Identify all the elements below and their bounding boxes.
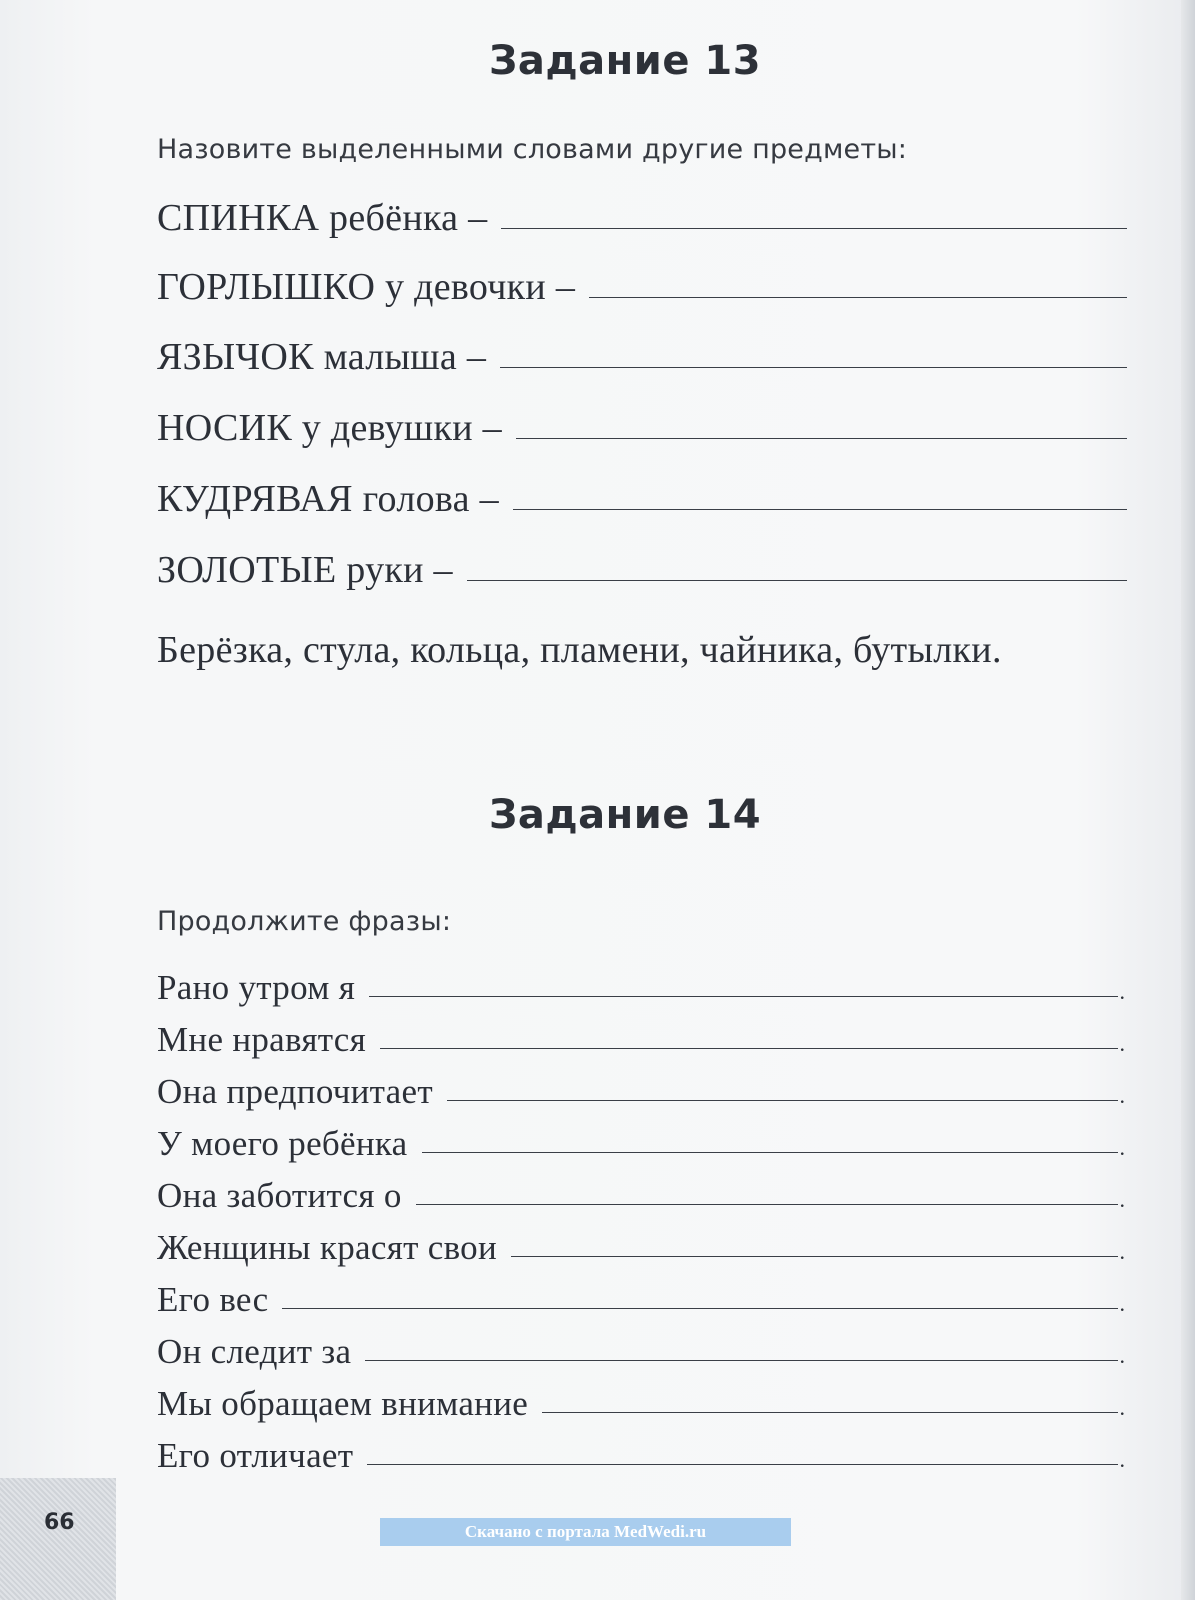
task-14-item-label: Она предпочитает	[157, 1072, 433, 1111]
task-13-item	[157, 406, 1127, 450]
task-14-item-label: Он следит за	[157, 1332, 352, 1371]
task-13-instruction: Назовите выделенными словами другие предметы:	[157, 134, 908, 165]
task-14-item	[157, 968, 1125, 1008]
end-period: .	[1119, 1083, 1125, 1108]
task-14-instruction: Продолжите фразы:	[157, 906, 452, 937]
task-14-item	[157, 1228, 1125, 1268]
answer-line[interactable]	[501, 227, 1127, 229]
task-13-item-label: СПИНКА ребёнка –	[157, 197, 488, 239]
answer-line[interactable]	[516, 437, 1127, 439]
task-13-item	[157, 548, 1127, 592]
answer-line[interactable]	[542, 1411, 1117, 1413]
end-period: .	[1119, 1343, 1125, 1368]
end-period: .	[1119, 1447, 1125, 1472]
task-14-item	[157, 1072, 1125, 1112]
task-14-item-label: Его отличает	[157, 1436, 354, 1475]
end-period: .	[1119, 1187, 1125, 1212]
task-14-title: Задание 14	[488, 792, 762, 838]
task-14-item	[157, 1020, 1125, 1060]
answer-line[interactable]	[422, 1151, 1118, 1153]
task-13-item	[157, 335, 1127, 379]
answer-line[interactable]	[365, 1359, 1117, 1361]
task-14-item	[157, 1436, 1125, 1476]
task-13-item-label: ГОРЛЫШКО у девочки –	[157, 266, 576, 308]
answer-line[interactable]	[282, 1307, 1117, 1309]
task-14-item-label: Она заботится о	[157, 1176, 402, 1215]
answer-line[interactable]	[416, 1203, 1118, 1205]
task-13-item	[157, 196, 1127, 240]
task-13-item	[157, 477, 1127, 521]
task-14-item	[157, 1280, 1125, 1320]
answer-line[interactable]	[447, 1099, 1118, 1101]
end-period: .	[1119, 979, 1125, 1004]
end-period: .	[1119, 1135, 1125, 1160]
task-14-item-label: Рано утром я	[157, 968, 356, 1007]
answer-line[interactable]	[467, 579, 1127, 581]
download-watermark: Скачано с портала MedWedi.ru	[380, 1518, 791, 1546]
task-13-answer-words: Берёзка, стула, кольца, пламени, чайника, бутылки.	[157, 629, 1002, 671]
task-14-item-label: Его вес	[157, 1280, 269, 1319]
answer-line[interactable]	[380, 1047, 1117, 1049]
task-13-item-label: НОСИК у девушки –	[157, 407, 502, 449]
end-period: .	[1119, 1031, 1125, 1056]
end-period: .	[1119, 1395, 1125, 1420]
task-13-title: Задание 13	[488, 38, 762, 84]
end-period: .	[1119, 1291, 1125, 1316]
task-14-item	[157, 1384, 1125, 1424]
task-14-item	[157, 1124, 1125, 1164]
task-14-item-label: Мне нравятся	[157, 1020, 367, 1059]
task-14-item-label: У моего ребёнка	[157, 1124, 408, 1163]
page-number-tab	[0, 1478, 116, 1600]
end-period: .	[1119, 1239, 1125, 1264]
task-13-item-label: ЗОЛОТЫЕ руки –	[157, 549, 453, 591]
answer-line[interactable]	[589, 296, 1127, 298]
task-13-item-label: КУДРЯВАЯ голова –	[157, 478, 499, 520]
page-number: 66	[44, 1510, 75, 1535]
task-14-item	[157, 1176, 1125, 1216]
answer-line[interactable]	[369, 995, 1117, 997]
answer-line[interactable]	[511, 1255, 1118, 1257]
task-13-item-label: ЯЗЫЧОК малыша –	[157, 336, 487, 378]
answer-line[interactable]	[367, 1463, 1117, 1465]
task-13-item	[157, 265, 1127, 309]
task-14-item-label: Мы обращаем внимание	[157, 1384, 529, 1423]
answer-line[interactable]	[513, 508, 1127, 510]
answer-line[interactable]	[500, 366, 1127, 368]
task-14-item-label: Женщины красят свои	[157, 1228, 497, 1267]
task-14-item	[157, 1332, 1125, 1372]
